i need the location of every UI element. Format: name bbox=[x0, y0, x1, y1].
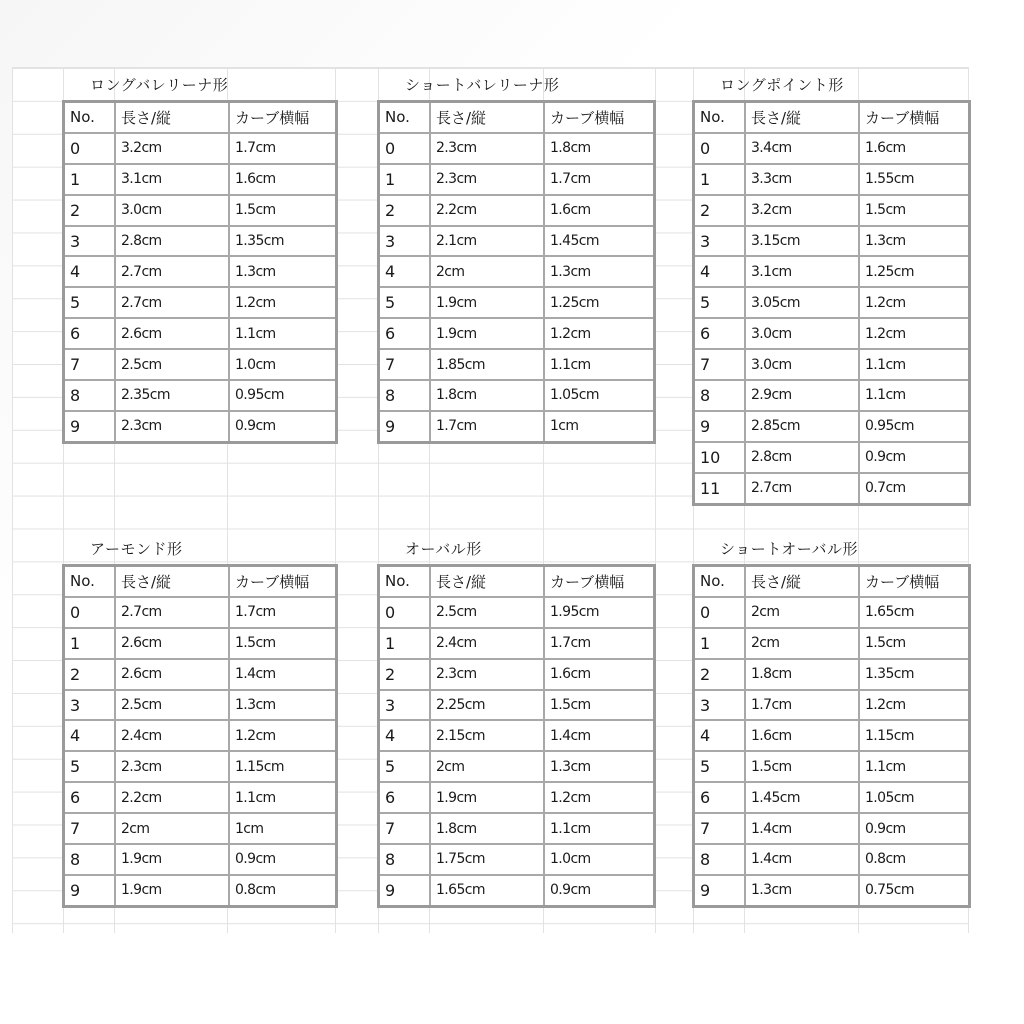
curve-width-cell: 1.5cm bbox=[859, 195, 970, 226]
table-row bbox=[694, 690, 970, 721]
table-row bbox=[379, 256, 655, 287]
table-row bbox=[64, 751, 337, 782]
size-number-cell: 5 bbox=[64, 751, 116, 782]
curve-width-cell: 1.95cm bbox=[544, 597, 655, 628]
length-cell: 2.1cm bbox=[430, 226, 544, 257]
table-row bbox=[694, 133, 970, 164]
table-row bbox=[694, 875, 970, 906]
size-number-cell: 8 bbox=[64, 844, 116, 875]
curve-width-cell: 1.05cm bbox=[544, 380, 655, 411]
column-header-length: 長さ/縦 bbox=[745, 566, 859, 597]
curve-width-cell: 1.1cm bbox=[229, 782, 337, 813]
size-table-block bbox=[692, 68, 971, 506]
length-cell: 3.15cm bbox=[745, 226, 859, 257]
curve-width-cell: 1cm bbox=[229, 813, 337, 844]
nail-size-table bbox=[377, 100, 656, 444]
table-row bbox=[694, 318, 970, 349]
curve-width-cell: 0.7cm bbox=[859, 473, 970, 504]
curve-width-cell: 1.7cm bbox=[229, 133, 337, 164]
column-header-curve-width: カーブ横幅 bbox=[859, 102, 970, 133]
table-row bbox=[64, 256, 337, 287]
size-number-cell: 7 bbox=[379, 349, 431, 380]
table-row bbox=[694, 349, 970, 380]
table-row bbox=[694, 287, 970, 318]
length-cell: 2.4cm bbox=[430, 628, 544, 659]
curve-width-cell: 1.1cm bbox=[859, 349, 970, 380]
table-row bbox=[694, 256, 970, 287]
nail-size-table bbox=[692, 100, 971, 506]
curve-width-cell: 1.6cm bbox=[544, 659, 655, 690]
length-cell: 2.5cm bbox=[115, 690, 229, 721]
curve-width-cell: 1.5cm bbox=[229, 195, 337, 226]
table-row bbox=[64, 720, 337, 751]
size-number-cell: 1 bbox=[694, 164, 746, 195]
column-header-length: 長さ/縦 bbox=[430, 102, 544, 133]
column-header-no: No. bbox=[379, 102, 431, 133]
length-cell: 3.4cm bbox=[745, 133, 859, 164]
curve-width-cell: 1.05cm bbox=[859, 782, 970, 813]
length-cell: 2cm bbox=[115, 813, 229, 844]
length-cell: 3.0cm bbox=[745, 318, 859, 349]
curve-width-cell: 1.45cm bbox=[544, 226, 655, 257]
size-table-block bbox=[62, 532, 338, 908]
size-number-cell: 4 bbox=[379, 720, 431, 751]
size-number-cell: 4 bbox=[64, 256, 116, 287]
table-row bbox=[694, 380, 970, 411]
curve-width-cell: 1cm bbox=[544, 411, 655, 442]
table-title: ロングポイント形 bbox=[720, 76, 844, 94]
table-row bbox=[379, 844, 655, 875]
length-cell: 3.0cm bbox=[115, 195, 229, 226]
length-cell: 2.3cm bbox=[430, 164, 544, 195]
curve-width-cell: 1.1cm bbox=[544, 813, 655, 844]
curve-width-cell: 1.6cm bbox=[229, 164, 337, 195]
column-header-length: 長さ/縦 bbox=[745, 102, 859, 133]
table-row bbox=[64, 875, 337, 906]
size-number-cell: 10 bbox=[694, 442, 746, 473]
table-row bbox=[379, 133, 655, 164]
table-row bbox=[694, 751, 970, 782]
size-number-cell: 5 bbox=[64, 287, 116, 318]
length-cell: 3.2cm bbox=[115, 133, 229, 164]
curve-width-cell: 0.9cm bbox=[859, 442, 970, 473]
column-header-no: No. bbox=[694, 566, 746, 597]
column-header-no: No. bbox=[379, 566, 431, 597]
table-row bbox=[64, 411, 337, 442]
table-row bbox=[64, 690, 337, 721]
size-number-cell: 9 bbox=[64, 411, 116, 442]
header-row bbox=[64, 102, 337, 133]
length-cell: 1.8cm bbox=[430, 380, 544, 411]
table-row bbox=[694, 720, 970, 751]
size-number-cell: 4 bbox=[64, 720, 116, 751]
length-cell: 2.7cm bbox=[115, 256, 229, 287]
table-row bbox=[379, 164, 655, 195]
table-row bbox=[379, 287, 655, 318]
curve-width-cell: 1.5cm bbox=[544, 690, 655, 721]
table-row bbox=[64, 164, 337, 195]
size-number-cell: 4 bbox=[694, 256, 746, 287]
curve-width-cell: 1.2cm bbox=[859, 318, 970, 349]
column-header-no: No. bbox=[694, 102, 746, 133]
table-title: オーバル形 bbox=[405, 540, 482, 558]
table-title: アーモンド形 bbox=[90, 540, 183, 558]
curve-width-cell: 0.8cm bbox=[859, 844, 970, 875]
curve-width-cell: 1.8cm bbox=[544, 133, 655, 164]
table-row bbox=[64, 287, 337, 318]
size-number-cell: 1 bbox=[379, 164, 431, 195]
curve-width-cell: 1.25cm bbox=[859, 256, 970, 287]
table-row bbox=[64, 195, 337, 226]
table-row bbox=[64, 133, 337, 164]
size-number-cell: 3 bbox=[694, 690, 746, 721]
table-row bbox=[379, 813, 655, 844]
size-number-cell: 7 bbox=[64, 813, 116, 844]
length-cell: 1.9cm bbox=[115, 875, 229, 906]
length-cell: 2.5cm bbox=[115, 349, 229, 380]
length-cell: 2.9cm bbox=[745, 380, 859, 411]
size-number-cell: 1 bbox=[694, 628, 746, 659]
size-number-cell: 2 bbox=[64, 659, 116, 690]
curve-width-cell: 1.3cm bbox=[229, 690, 337, 721]
length-cell: 2.7cm bbox=[115, 597, 229, 628]
length-cell: 2.2cm bbox=[115, 782, 229, 813]
table-row bbox=[64, 628, 337, 659]
length-cell: 1.4cm bbox=[745, 844, 859, 875]
size-number-cell: 3 bbox=[694, 226, 746, 257]
length-cell: 3.0cm bbox=[745, 349, 859, 380]
length-cell: 1.85cm bbox=[430, 349, 544, 380]
size-number-cell: 6 bbox=[64, 782, 116, 813]
table-row bbox=[379, 659, 655, 690]
size-number-cell: 2 bbox=[64, 195, 116, 226]
curve-width-cell: 1.4cm bbox=[544, 720, 655, 751]
length-cell: 2.25cm bbox=[430, 690, 544, 721]
size-number-cell: 5 bbox=[379, 751, 431, 782]
curve-width-cell: 1.2cm bbox=[229, 287, 337, 318]
size-number-cell: 9 bbox=[379, 875, 431, 906]
size-number-cell: 9 bbox=[64, 875, 116, 906]
curve-width-cell: 1.15cm bbox=[229, 751, 337, 782]
size-number-cell: 0 bbox=[379, 597, 431, 628]
curve-width-cell: 1.2cm bbox=[229, 720, 337, 751]
size-number-cell: 1 bbox=[379, 628, 431, 659]
curve-width-cell: 0.9cm bbox=[859, 813, 970, 844]
table-row bbox=[64, 844, 337, 875]
size-number-cell: 7 bbox=[64, 349, 116, 380]
table-row bbox=[694, 226, 970, 257]
size-number-cell: 0 bbox=[694, 133, 746, 164]
table-row bbox=[379, 751, 655, 782]
curve-width-cell: 1.25cm bbox=[544, 287, 655, 318]
table-title: ショートバレリーナ形 bbox=[405, 76, 560, 94]
length-cell: 1.4cm bbox=[745, 813, 859, 844]
column-header-no: No. bbox=[64, 102, 116, 133]
size-table-block bbox=[377, 68, 656, 444]
size-number-cell: 8 bbox=[379, 844, 431, 875]
length-cell: 1.75cm bbox=[430, 844, 544, 875]
table-row bbox=[379, 782, 655, 813]
size-number-cell: 7 bbox=[694, 349, 746, 380]
table-row bbox=[379, 380, 655, 411]
table-row bbox=[694, 628, 970, 659]
curve-width-cell: 1.0cm bbox=[544, 844, 655, 875]
length-cell: 2.3cm bbox=[115, 751, 229, 782]
curve-width-cell: 1.2cm bbox=[544, 782, 655, 813]
size-table-block bbox=[692, 532, 971, 908]
curve-width-cell: 1.1cm bbox=[859, 751, 970, 782]
table-row bbox=[694, 195, 970, 226]
length-cell: 2.15cm bbox=[430, 720, 544, 751]
table-row bbox=[379, 226, 655, 257]
length-cell: 1.9cm bbox=[430, 287, 544, 318]
length-cell: 1.9cm bbox=[430, 318, 544, 349]
column-header-curve-width: カーブ横幅 bbox=[544, 566, 655, 597]
column-header-curve-width: カーブ横幅 bbox=[544, 102, 655, 133]
length-cell: 2cm bbox=[745, 628, 859, 659]
size-number-cell: 5 bbox=[379, 287, 431, 318]
table-row bbox=[64, 659, 337, 690]
size-number-cell: 3 bbox=[379, 226, 431, 257]
curve-width-cell: 1.3cm bbox=[544, 751, 655, 782]
length-cell: 1.9cm bbox=[115, 844, 229, 875]
nail-size-table bbox=[377, 564, 656, 908]
length-cell: 1.8cm bbox=[745, 659, 859, 690]
length-cell: 2.5cm bbox=[430, 597, 544, 628]
curve-width-cell: 0.8cm bbox=[229, 875, 337, 906]
length-cell: 2.3cm bbox=[430, 659, 544, 690]
header-row bbox=[694, 566, 970, 597]
size-number-cell: 6 bbox=[379, 318, 431, 349]
table-row bbox=[64, 226, 337, 257]
table-row bbox=[379, 690, 655, 721]
size-number-cell: 6 bbox=[64, 318, 116, 349]
column-header-curve-width: カーブ横幅 bbox=[229, 566, 337, 597]
size-number-cell: 8 bbox=[694, 380, 746, 411]
length-cell: 3.05cm bbox=[745, 287, 859, 318]
length-cell: 3.1cm bbox=[115, 164, 229, 195]
table-row bbox=[379, 349, 655, 380]
nail-size-table bbox=[62, 100, 338, 444]
curve-width-cell: 1.1cm bbox=[859, 380, 970, 411]
table-row bbox=[694, 844, 970, 875]
size-number-cell: 6 bbox=[694, 782, 746, 813]
table-row bbox=[694, 473, 970, 504]
table-title: ロングバレリーナ形 bbox=[90, 76, 229, 94]
curve-width-cell: 1.6cm bbox=[544, 195, 655, 226]
table-row bbox=[379, 720, 655, 751]
curve-width-cell: 1.5cm bbox=[859, 628, 970, 659]
size-number-cell: 8 bbox=[64, 380, 116, 411]
header-row bbox=[379, 566, 655, 597]
size-number-cell: 4 bbox=[694, 720, 746, 751]
size-number-cell: 9 bbox=[694, 411, 746, 442]
size-number-cell: 0 bbox=[64, 133, 116, 164]
table-row bbox=[379, 195, 655, 226]
curve-width-cell: 1.55cm bbox=[859, 164, 970, 195]
table-row bbox=[64, 597, 337, 628]
size-number-cell: 7 bbox=[694, 813, 746, 844]
curve-width-cell: 0.9cm bbox=[544, 875, 655, 906]
column-header-curve-width: カーブ横幅 bbox=[229, 102, 337, 133]
curve-width-cell: 1.3cm bbox=[544, 256, 655, 287]
table-row bbox=[379, 628, 655, 659]
curve-width-cell: 1.6cm bbox=[859, 133, 970, 164]
length-cell: 2cm bbox=[430, 751, 544, 782]
length-cell: 1.7cm bbox=[430, 411, 544, 442]
length-cell: 2.7cm bbox=[115, 287, 229, 318]
size-number-cell: 3 bbox=[64, 690, 116, 721]
table-row bbox=[64, 318, 337, 349]
curve-width-cell: 1.65cm bbox=[859, 597, 970, 628]
column-header-length: 長さ/縦 bbox=[115, 566, 229, 597]
length-cell: 1.7cm bbox=[745, 690, 859, 721]
curve-width-cell: 0.95cm bbox=[859, 411, 970, 442]
length-cell: 1.65cm bbox=[430, 875, 544, 906]
length-cell: 2.7cm bbox=[745, 473, 859, 504]
length-cell: 1.45cm bbox=[745, 782, 859, 813]
size-number-cell: 0 bbox=[694, 597, 746, 628]
nail-size-table bbox=[692, 564, 971, 908]
length-cell: 1.8cm bbox=[430, 813, 544, 844]
size-number-cell: 2 bbox=[694, 195, 746, 226]
table-row bbox=[694, 411, 970, 442]
table-row bbox=[64, 813, 337, 844]
curve-width-cell: 1.2cm bbox=[859, 690, 970, 721]
length-cell: 2cm bbox=[430, 256, 544, 287]
curve-width-cell: 1.0cm bbox=[229, 349, 337, 380]
size-number-cell: 2 bbox=[379, 659, 431, 690]
length-cell: 3.3cm bbox=[745, 164, 859, 195]
table-title: ショートオーバル形 bbox=[720, 540, 859, 558]
curve-width-cell: 1.35cm bbox=[229, 226, 337, 257]
length-cell: 2.8cm bbox=[745, 442, 859, 473]
length-cell: 2.6cm bbox=[115, 318, 229, 349]
length-cell: 2.6cm bbox=[115, 659, 229, 690]
curve-width-cell: 1.4cm bbox=[229, 659, 337, 690]
size-number-cell: 3 bbox=[379, 690, 431, 721]
curve-width-cell: 1.7cm bbox=[229, 597, 337, 628]
curve-width-cell: 1.7cm bbox=[544, 628, 655, 659]
size-number-cell: 11 bbox=[694, 473, 746, 504]
header-row bbox=[379, 102, 655, 133]
column-header-curve-width: カーブ横幅 bbox=[859, 566, 970, 597]
curve-width-cell: 1.1cm bbox=[544, 349, 655, 380]
table-row bbox=[694, 597, 970, 628]
size-number-cell: 8 bbox=[379, 380, 431, 411]
header-row bbox=[64, 566, 337, 597]
size-number-cell: 2 bbox=[694, 659, 746, 690]
table-row bbox=[694, 164, 970, 195]
nail-size-table bbox=[62, 564, 338, 908]
table-row bbox=[694, 659, 970, 690]
curve-width-cell: 1.3cm bbox=[859, 226, 970, 257]
size-number-cell: 4 bbox=[379, 256, 431, 287]
size-number-cell: 1 bbox=[64, 164, 116, 195]
size-number-cell: 0 bbox=[379, 133, 431, 164]
size-number-cell: 6 bbox=[694, 318, 746, 349]
length-cell: 2.3cm bbox=[430, 133, 544, 164]
curve-width-cell: 1.15cm bbox=[859, 720, 970, 751]
column-header-no: No. bbox=[64, 566, 116, 597]
curve-width-cell: 0.75cm bbox=[859, 875, 970, 906]
curve-width-cell: 1.35cm bbox=[859, 659, 970, 690]
column-header-length: 長さ/縦 bbox=[430, 566, 544, 597]
size-number-cell: 1 bbox=[64, 628, 116, 659]
length-cell: 2.3cm bbox=[115, 411, 229, 442]
curve-width-cell: 0.95cm bbox=[229, 380, 337, 411]
curve-width-cell: 0.9cm bbox=[229, 844, 337, 875]
size-number-cell: 5 bbox=[694, 751, 746, 782]
curve-width-cell: 0.9cm bbox=[229, 411, 337, 442]
length-cell: 1.9cm bbox=[430, 782, 544, 813]
size-number-cell: 2 bbox=[379, 195, 431, 226]
size-number-cell: 9 bbox=[694, 875, 746, 906]
size-number-cell: 9 bbox=[379, 411, 431, 442]
curve-width-cell: 1.2cm bbox=[544, 318, 655, 349]
table-row bbox=[694, 782, 970, 813]
table-row bbox=[379, 597, 655, 628]
curve-width-cell: 1.3cm bbox=[229, 256, 337, 287]
length-cell: 2.8cm bbox=[115, 226, 229, 257]
length-cell: 3.2cm bbox=[745, 195, 859, 226]
table-row bbox=[694, 442, 970, 473]
curve-width-cell: 1.7cm bbox=[544, 164, 655, 195]
table-row bbox=[379, 411, 655, 442]
size-number-cell: 8 bbox=[694, 844, 746, 875]
column-header-length: 長さ/縦 bbox=[115, 102, 229, 133]
length-cell: 1.5cm bbox=[745, 751, 859, 782]
table-row bbox=[64, 380, 337, 411]
length-cell: 2.4cm bbox=[115, 720, 229, 751]
size-table-block bbox=[377, 532, 656, 908]
length-cell: 2.85cm bbox=[745, 411, 859, 442]
table-row bbox=[379, 318, 655, 349]
size-number-cell: 5 bbox=[694, 287, 746, 318]
table-row bbox=[379, 875, 655, 906]
length-cell: 1.6cm bbox=[745, 720, 859, 751]
size-number-cell: 3 bbox=[64, 226, 116, 257]
length-cell: 2.2cm bbox=[430, 195, 544, 226]
table-row bbox=[64, 782, 337, 813]
size-number-cell: 7 bbox=[379, 813, 431, 844]
length-cell: 2.35cm bbox=[115, 380, 229, 411]
size-table-block bbox=[62, 68, 338, 444]
table-row bbox=[64, 349, 337, 380]
length-cell: 2cm bbox=[745, 597, 859, 628]
length-cell: 1.3cm bbox=[745, 875, 859, 906]
header-row bbox=[694, 102, 970, 133]
table-row bbox=[694, 813, 970, 844]
curve-width-cell: 1.1cm bbox=[229, 318, 337, 349]
length-cell: 2.6cm bbox=[115, 628, 229, 659]
size-number-cell: 6 bbox=[379, 782, 431, 813]
length-cell: 3.1cm bbox=[745, 256, 859, 287]
size-number-cell: 0 bbox=[64, 597, 116, 628]
curve-width-cell: 1.5cm bbox=[229, 628, 337, 659]
curve-width-cell: 1.2cm bbox=[859, 287, 970, 318]
